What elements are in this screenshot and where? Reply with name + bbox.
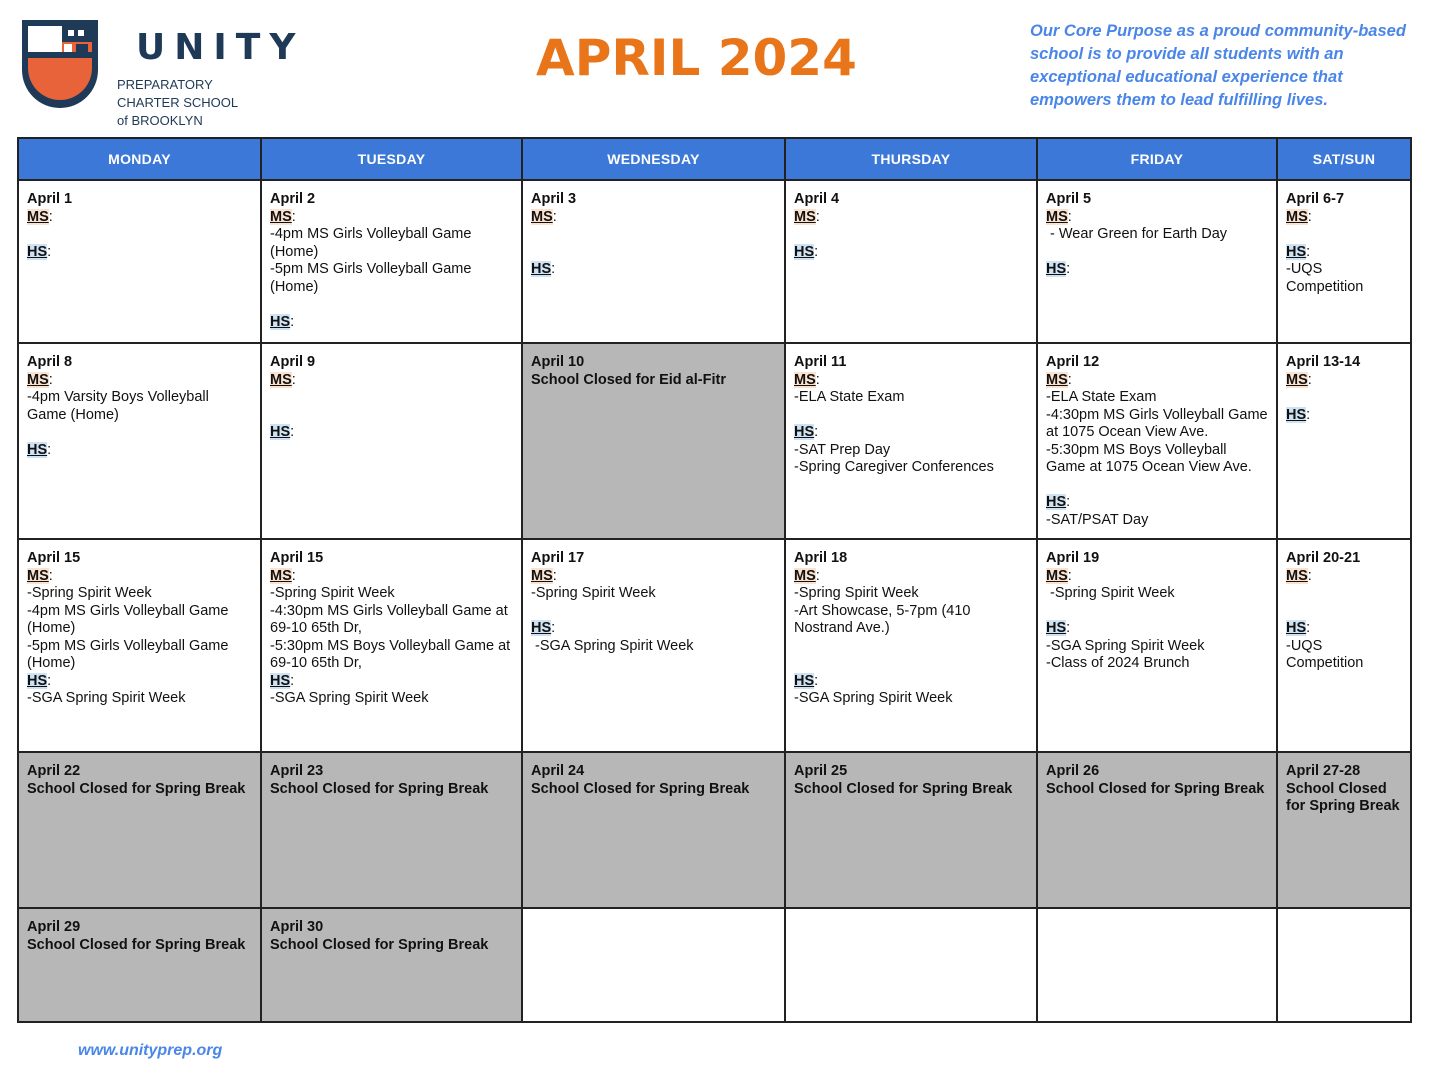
calendar-day-cell xyxy=(785,343,1037,539)
day-date: April 25 xyxy=(794,763,848,779)
ms-event: -5:30pm MS Boys Volleyball Game at 69-10 65th Dr, xyxy=(270,637,515,671)
hs-section-label: HS: xyxy=(27,672,52,689)
hs-section-label: HS: xyxy=(794,424,819,440)
spacer xyxy=(1286,603,1402,621)
spacer xyxy=(1046,477,1268,495)
hs-label: HS xyxy=(1046,261,1067,277)
hs-label: HS xyxy=(270,672,291,689)
ms-section-label: MS: xyxy=(1046,208,1072,225)
ms-section-label: MS: xyxy=(1046,371,1072,388)
day-date: April 4 xyxy=(794,191,840,207)
ms-section-label: MS: xyxy=(794,208,820,225)
hs-label: HS xyxy=(270,424,291,440)
ms-event: -Spring Spirit Week xyxy=(27,585,152,601)
calendar-day-cell xyxy=(18,539,261,752)
calendar-day-cell xyxy=(18,343,261,539)
ms-section-label: MS: xyxy=(1286,371,1312,388)
ms-event: -Art Showcase, 5-7pm (410 Nostrand Ave.) xyxy=(794,602,975,636)
day-date: April 20-21 xyxy=(1286,550,1361,566)
day-date: April 6-7 xyxy=(1286,191,1345,207)
school-logo xyxy=(20,18,310,128)
logo-subtitle-line: of BROOKLYN xyxy=(117,113,203,128)
spacer xyxy=(1046,603,1268,621)
calendar-day-cell xyxy=(522,539,785,752)
calendar-day-cell xyxy=(1037,180,1277,343)
hs-event: -Class of 2024 Brunch xyxy=(1046,655,1190,671)
calendar-day-cell xyxy=(522,908,785,1022)
ms-label: MS xyxy=(270,567,292,584)
hs-label: HS xyxy=(794,243,815,260)
day-date: April 22 xyxy=(27,763,81,779)
spacer xyxy=(270,407,513,425)
ms-section-label: MS: xyxy=(27,567,53,584)
website-link[interactable]: www.unityprep.org xyxy=(78,1042,223,1059)
ms-section-label: MS: xyxy=(270,208,296,225)
weekday-header: MONDAY xyxy=(18,138,261,180)
closure-note: School Closed for Eid al-Fitr xyxy=(531,371,726,388)
ms-label: MS xyxy=(794,208,816,225)
calendar-day-cell xyxy=(261,539,522,752)
day-date: April 15 xyxy=(270,550,324,566)
hs-event: -Spring Caregiver Conferences xyxy=(794,459,994,475)
calendar-week-row xyxy=(18,180,1411,343)
ms-section-label: MS: xyxy=(27,208,53,225)
ms-label: MS xyxy=(1046,208,1068,225)
calendar-week-row xyxy=(18,343,1411,539)
spacer xyxy=(794,655,1028,673)
core-purpose-statement: Our Core Purpose as a proud community-based school is to provide all students with an exceptional educational experience that empowers them to lead fulfilling lives. xyxy=(1030,22,1406,109)
hs-section-label: HS: xyxy=(270,424,295,440)
closure-note: School Closed for Spring Break xyxy=(27,936,246,953)
calendar-day-cell xyxy=(18,908,261,1022)
day-date: April 18 xyxy=(794,550,848,566)
ms-label: MS xyxy=(27,567,49,584)
hs-label: HS xyxy=(27,672,48,689)
spacer xyxy=(270,389,513,407)
day-date: April 17 xyxy=(531,550,585,566)
ms-event: -Spring Spirit Week xyxy=(270,585,395,601)
ms-event: -5pm MS Girls Volleyball Game (Home) xyxy=(270,261,476,295)
hs-label: HS xyxy=(1286,620,1307,636)
ms-event: -4pm MS Girls Volleyball Game (Home) xyxy=(270,226,476,260)
day-date: April 12 xyxy=(1046,354,1100,370)
ms-section-label: MS: xyxy=(1286,208,1312,225)
closure-note: School Closed for Spring Break xyxy=(531,780,750,797)
spacer xyxy=(531,226,776,244)
hs-label: HS xyxy=(27,243,48,260)
spacer xyxy=(531,603,776,621)
weekday-header-row xyxy=(18,138,1411,180)
hs-section-label: HS: xyxy=(1286,620,1311,636)
calendar-day-cell xyxy=(261,752,522,908)
closure-note: School Closed for Spring Break xyxy=(270,780,489,797)
logo-shield-icon xyxy=(20,18,100,110)
calendar-day-cell xyxy=(785,908,1037,1022)
closure-note: School Closed for Spring Break xyxy=(270,936,489,953)
hs-event: -UQS Competition xyxy=(1286,637,1364,671)
day-date: April 26 xyxy=(1046,763,1100,779)
ms-event: -ELA State Exam xyxy=(794,389,905,405)
spacer xyxy=(794,638,1028,656)
hs-event: -SAT Prep Day xyxy=(794,441,891,458)
closure-note: School Closed for Spring Break xyxy=(27,780,246,797)
ms-label: MS xyxy=(794,371,816,388)
ms-label: MS xyxy=(531,208,553,225)
calendar-grid xyxy=(17,137,1412,1023)
calendar-day-cell xyxy=(785,539,1037,752)
hs-label: HS xyxy=(531,261,552,277)
ms-section-label: MS: xyxy=(531,208,557,225)
hs-section-label: HS: xyxy=(270,672,295,689)
hs-label: HS xyxy=(794,672,815,689)
ms-label: MS xyxy=(27,208,49,225)
ms-section-label: MS: xyxy=(531,567,557,584)
hs-label: HS xyxy=(1046,620,1067,636)
ms-event: -ELA State Exam xyxy=(1046,389,1157,405)
logo-wordmark: UNITY xyxy=(136,27,305,68)
hs-section-label: HS: xyxy=(270,313,295,330)
hs-label: HS xyxy=(794,424,815,440)
day-date: April 9 xyxy=(270,354,316,370)
day-date: April 2 xyxy=(270,191,316,207)
ms-label: MS xyxy=(270,371,292,388)
calendar-day-cell xyxy=(522,343,785,539)
ms-section-label: MS: xyxy=(270,371,296,388)
day-date: April 8 xyxy=(27,354,73,370)
hs-section-label: HS: xyxy=(1046,261,1071,277)
day-date: April 19 xyxy=(1046,550,1100,566)
ms-label: MS xyxy=(1286,208,1308,225)
hs-label: HS xyxy=(1286,243,1307,260)
ms-label: MS xyxy=(1046,567,1068,584)
calendar-day-cell xyxy=(1277,180,1411,343)
spacer xyxy=(27,424,252,442)
spacer xyxy=(794,226,1028,244)
ms-label: MS xyxy=(531,567,553,584)
ms-label: MS xyxy=(270,208,292,225)
ms-label: MS xyxy=(1286,371,1308,388)
hs-event: -SGA Spring Spirit Week xyxy=(794,690,953,706)
hs-label: HS xyxy=(1286,406,1307,423)
calendar-day-cell xyxy=(261,180,522,343)
calendar-day-cell xyxy=(522,180,785,343)
hs-section-label: HS: xyxy=(531,261,556,277)
ms-event: -5pm MS Girls Volleyball Game (Home) xyxy=(27,637,233,671)
ms-event: -4:30pm MS Girls Volleyball Game at 1075 Ocean View Ave. xyxy=(1046,406,1272,440)
calendar-day-cell xyxy=(522,752,785,908)
day-date: April 1 xyxy=(27,191,73,207)
weekday-header: THURSDAY xyxy=(785,138,1037,180)
spacer xyxy=(1046,244,1268,262)
weekday-header: TUESDAY xyxy=(261,138,522,180)
day-date: April 23 xyxy=(270,763,324,779)
day-date: April 30 xyxy=(270,919,324,935)
calendar-day-cell xyxy=(1277,343,1411,539)
page-title: APRIL 2024 xyxy=(536,29,857,87)
spacer xyxy=(1286,585,1402,603)
spacer xyxy=(794,407,1028,425)
calendar-day-cell xyxy=(1277,539,1411,752)
hs-event: -SGA Spring Spirit Week xyxy=(531,637,694,654)
calendar-day-cell xyxy=(261,343,522,539)
ms-event: -Spring Spirit Week xyxy=(531,585,656,601)
closure-note: School Closed for Spring Break xyxy=(1286,780,1400,814)
ms-section-label: MS: xyxy=(27,371,53,388)
ms-label: MS xyxy=(1046,371,1068,388)
hs-label: HS xyxy=(1046,494,1067,510)
hs-section-label: HS: xyxy=(27,441,52,458)
weekday-header: WEDNESDAY xyxy=(522,138,785,180)
hs-event: -SAT/PSAT Day xyxy=(1046,511,1149,528)
logo-subtitle-line: CHARTER SCHOOL xyxy=(117,95,239,110)
ms-section-label: MS: xyxy=(1046,567,1072,584)
ms-section-label: MS: xyxy=(270,567,296,584)
hs-event: -UQS Competition xyxy=(1286,261,1364,295)
hs-section-label: HS: xyxy=(1046,494,1071,510)
ms-event: -4:30pm MS Girls Volleyball Game at 69-10 65th Dr, xyxy=(270,602,512,636)
weekday-header: FRIDAY xyxy=(1037,138,1277,180)
hs-label: HS xyxy=(27,441,48,458)
ms-section-label: MS: xyxy=(794,567,820,584)
hs-label: HS xyxy=(531,620,552,636)
day-date: April 24 xyxy=(531,763,585,779)
calendar-day-cell xyxy=(1037,343,1277,539)
day-date: April 29 xyxy=(27,919,81,935)
ms-event: -4pm Varsity Boys Volleyball Game (Home) xyxy=(27,389,213,423)
weekday-header: SAT/SUN xyxy=(1277,138,1411,180)
hs-section-label: HS: xyxy=(794,672,819,689)
hs-section-label: HS: xyxy=(531,620,556,636)
hs-event: -SGA Spring Spirit Week xyxy=(1046,637,1205,654)
hs-section-label: HS: xyxy=(1046,620,1071,636)
hs-section-label: HS: xyxy=(794,243,819,260)
ms-event: - Wear Green for Earth Day xyxy=(1046,226,1228,242)
hs-event: -SGA Spring Spirit Week xyxy=(27,690,186,706)
day-date: April 11 xyxy=(794,354,847,370)
day-date: April 15 xyxy=(27,550,81,566)
spacer xyxy=(531,244,776,262)
hs-section-label: HS: xyxy=(27,243,52,260)
calendar-day-cell xyxy=(1037,752,1277,908)
spacer xyxy=(1286,389,1402,407)
calendar-day-cell xyxy=(1037,539,1277,752)
ms-section-label: MS: xyxy=(1286,567,1312,584)
calendar-day-cell xyxy=(18,752,261,908)
closure-note: School Closed for Spring Break xyxy=(1046,780,1265,797)
spacer xyxy=(1286,226,1402,244)
ms-label: MS xyxy=(1286,567,1308,584)
closure-note: School Closed for Spring Break xyxy=(794,780,1013,797)
spacer xyxy=(27,226,252,244)
hs-label: HS xyxy=(270,313,291,330)
logo-subtitle-line: PREPARATORY xyxy=(117,77,213,92)
spacer xyxy=(270,296,513,314)
day-date: April 3 xyxy=(531,191,577,207)
calendar-week-row xyxy=(18,908,1411,1022)
hs-event: -SGA Spring Spirit Week xyxy=(270,690,429,706)
day-date: April 13-14 xyxy=(1286,354,1361,370)
ms-label: MS xyxy=(27,371,49,388)
ms-event: -Spring Spirit Week xyxy=(1046,585,1175,601)
calendar-day-cell xyxy=(261,908,522,1022)
day-date: April 5 xyxy=(1046,191,1092,207)
calendar-day-cell xyxy=(1277,908,1411,1022)
hs-section-label: HS: xyxy=(1286,243,1311,260)
calendar-week-row xyxy=(18,752,1411,908)
calendar-day-cell xyxy=(785,180,1037,343)
ms-event: -5:30pm MS Boys Volleyball Game at 1075 Ocean View Ave. xyxy=(1046,441,1252,475)
ms-section-label: MS: xyxy=(794,371,820,388)
ms-event: -4pm MS Girls Volleyball Game (Home) xyxy=(27,602,233,636)
calendar-week-row xyxy=(18,539,1411,752)
ms-event: -Spring Spirit Week xyxy=(794,585,919,601)
ms-label: MS xyxy=(794,567,816,584)
day-date: April 27-28 xyxy=(1286,763,1361,779)
calendar-day-cell xyxy=(785,752,1037,908)
calendar-day-cell xyxy=(1037,908,1277,1022)
calendar-day-cell xyxy=(18,180,261,343)
hs-section-label: HS: xyxy=(1286,406,1311,423)
calendar-day-cell xyxy=(1277,752,1411,908)
day-date: April 10 xyxy=(531,354,585,370)
